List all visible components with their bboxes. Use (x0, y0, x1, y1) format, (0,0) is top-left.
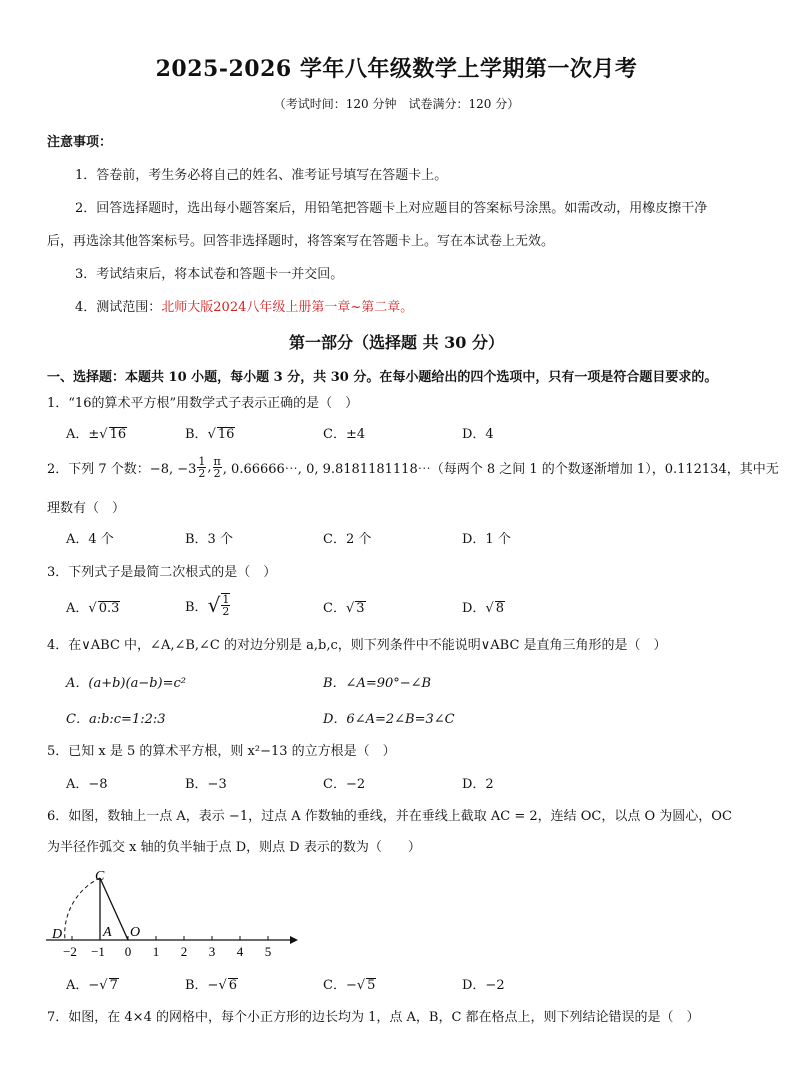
q3-a-radicand: 0.3 (98, 601, 120, 616)
label-c: C (95, 869, 105, 884)
tick-label: 5 (264, 944, 272, 959)
section-1-heading: 第一部分（选择题 共 30 分） (289, 333, 504, 352)
notice-item-2b: 后，再选涂其他答案标号。回答非选择题时，将答案写在答题卡上。写在本试卷上无效。 (47, 234, 555, 249)
q3-option-a: A．√ 0.3 (66, 601, 120, 616)
tick-label: −1 (91, 944, 105, 959)
q2-stem-line2: 理数有（ ） (47, 501, 126, 516)
q3-b-fraction (221, 593, 230, 617)
q6-number-line-figure (44, 868, 304, 960)
q6-a-label: A．− (66, 978, 100, 993)
q5-option-d: D．2 (462, 777, 494, 792)
notice-item-2a: 2．回答选择题时，选出每小题答案后，用铅笔把答题卡上对应题目的答案标号涂黑。如需改动，用橡皮擦干净 (75, 201, 708, 216)
q6-stem-line1: 6．如图，数轴上一点 A，表示 −1，过点 A 作数轴的垂线，并在垂线上截取 AC = 2，连结 OC，以点 O 为圆心，OC (47, 809, 732, 824)
q4-option-a: A．(a+b)(a−b)=c² (66, 676, 186, 691)
q7-stem: 7．如图，在 4×4 的网格中，每个小正方形的边长均为 1，点 A，B，C 都在格点上，则下列结论错误的是（ ） (47, 1010, 700, 1025)
tick-label: 4 (236, 944, 244, 959)
q3-option-c: C．√ 3 (323, 601, 365, 616)
q2-fraction-pi-half (213, 456, 222, 479)
q2-option-d: D．1 个 (462, 532, 511, 547)
q2-fraction-half (197, 456, 206, 479)
q6-c-radicand: 5 (367, 978, 376, 993)
q2-option-c: C．2 个 (323, 532, 372, 547)
q1-option-d: D．4 (462, 427, 494, 442)
q3-b-num: 1 (222, 593, 230, 606)
exam-title: 2025-2026 学年八年级数学上学期第一次月考 (155, 56, 638, 82)
q1-option-a: A．±√ 16 (66, 427, 127, 442)
q3-d-label: D． (462, 601, 486, 616)
notice-heading: 注意事项： (47, 135, 113, 150)
q2-option-a: A．4 个 (66, 532, 114, 547)
q4-option-d: D．6∠A=2∠B=3∠C (323, 712, 455, 727)
q2-stem-b: , 0.66666⋯, 0, 9.8181181118⋯（每两个 8 之间 1 的个数逐渐增加 1），0.112134，其中无 (222, 461, 779, 477)
q4-option-c: C．a:b:c=1:2:3 (66, 712, 166, 727)
q3-b-label: B． (185, 599, 208, 615)
q6-b-label: B．− (185, 978, 219, 993)
dashed-arc (65, 878, 100, 940)
tick-label: 1 (152, 944, 160, 959)
q2-f1-den: 2 (198, 466, 206, 480)
label-o: O (130, 925, 141, 940)
q3-c-label: C． (323, 601, 346, 616)
q2-f2-num: π (213, 454, 221, 468)
q5-option-b: B．−3 (185, 777, 227, 792)
q1-option-b: B．√ 16 (185, 427, 235, 442)
q2-f1-num: 1 (198, 454, 206, 468)
q5-stem: 5．已知 x 是 5 的算术平方根，则 x²−13 的立方根是（ ） (47, 744, 396, 759)
q6-b-radicand: 6 (228, 978, 238, 993)
tick-label: 0 (124, 944, 132, 959)
tick-label: −2 (63, 944, 77, 959)
q3-option-d: D．√ 8 (462, 601, 505, 616)
q2-stem-a: 2．下列 7 个数：−8, −3 (47, 461, 197, 477)
q1-b-label: B． (185, 427, 208, 442)
q5-option-a: A．−8 (66, 777, 108, 792)
q1-option-c: C．±4 (323, 427, 366, 442)
label-a: A (103, 925, 112, 940)
q3-option-b (185, 588, 231, 622)
q1-a-radicand: 16 (109, 427, 127, 442)
tick-label: 3 (208, 944, 216, 959)
tick-labels (63, 944, 271, 959)
q6-a-radicand: 7 (109, 978, 118, 993)
notice-item-4-prefix: 4．测试范围： (75, 300, 162, 315)
notice-item-4 (75, 296, 413, 315)
q6-stem-line2: 为半径作弧交 x 轴的负半轴于点 D，则点 D 表示的数为（ ） (47, 840, 421, 855)
q4-option-b: B．∠A=90°−∠B (323, 676, 432, 691)
q6-option-b: B．−√ 6 (185, 978, 238, 993)
q3-d-radicand: 8 (495, 601, 505, 616)
notice-item-3: 3．考试结束后，将本试卷和答题卡一并交回。 (75, 267, 344, 282)
q6-c-label: C．− (323, 978, 357, 993)
q3-b-den: 2 (222, 605, 230, 618)
axis-arrow-icon (290, 936, 298, 944)
q6-option-a: A．−√ 7 (66, 978, 118, 993)
q6-option-d: D．−2 (462, 978, 505, 993)
q1-stem: 1．“16的算术平方根”用数学式子表示正确的是（ ） (47, 396, 359, 411)
exam-subtitle: （考试时间：120 分钟 试卷满分：120 分） (273, 97, 520, 111)
section-1-description: 一、选择题：本题共 10 小题，每小题 3 分，共 30 分。在每小题给出的四个选项中，只有一项是符合题目要求的。 (47, 370, 718, 385)
q1-b-radicand: 16 (217, 427, 235, 442)
q3-stem: 3．下列式子是最简二次根式的是（ ） (47, 565, 277, 580)
q5-option-c: C．−2 (323, 777, 366, 792)
q3-b-radical-sign: √ (207, 593, 221, 617)
notice-item-1: 1．答卷前，考生务必将自己的姓名、准考证号填写在答题卡上。 (75, 168, 448, 183)
q4-stem: 4．在∨ABC 中，∠A,∠B,∠C 的对边分别是 a,b,c，则下列条件中不能说明∨ABC 是直角三角形的是（ ） (47, 638, 667, 653)
q2-option-b: B．3 个 (185, 532, 233, 547)
q2-f2-den: 2 (213, 466, 221, 480)
label-d: D (52, 927, 63, 942)
q3-c-radicand: 3 (356, 601, 365, 616)
q2-stem-line1: 2．下列 7 个数：−8, −3 $\frac{1}{2}$ , $\frac{\pi}{2}$ , 0.66666⋯, 0, 9.8181181118⋯（每两个 8 之间 1 的个数逐渐增加 1），0.112134，其中无 (47, 454, 779, 480)
tick-label: 2 (180, 944, 188, 959)
q1-a-label: A．± (66, 427, 100, 442)
notice-item-4-range: 北师大版2024八年级上册第一章~第二章。 (161, 300, 414, 315)
q6-option-c: C．−√ 5 (323, 978, 376, 993)
q3-a-label: A． (66, 601, 89, 616)
